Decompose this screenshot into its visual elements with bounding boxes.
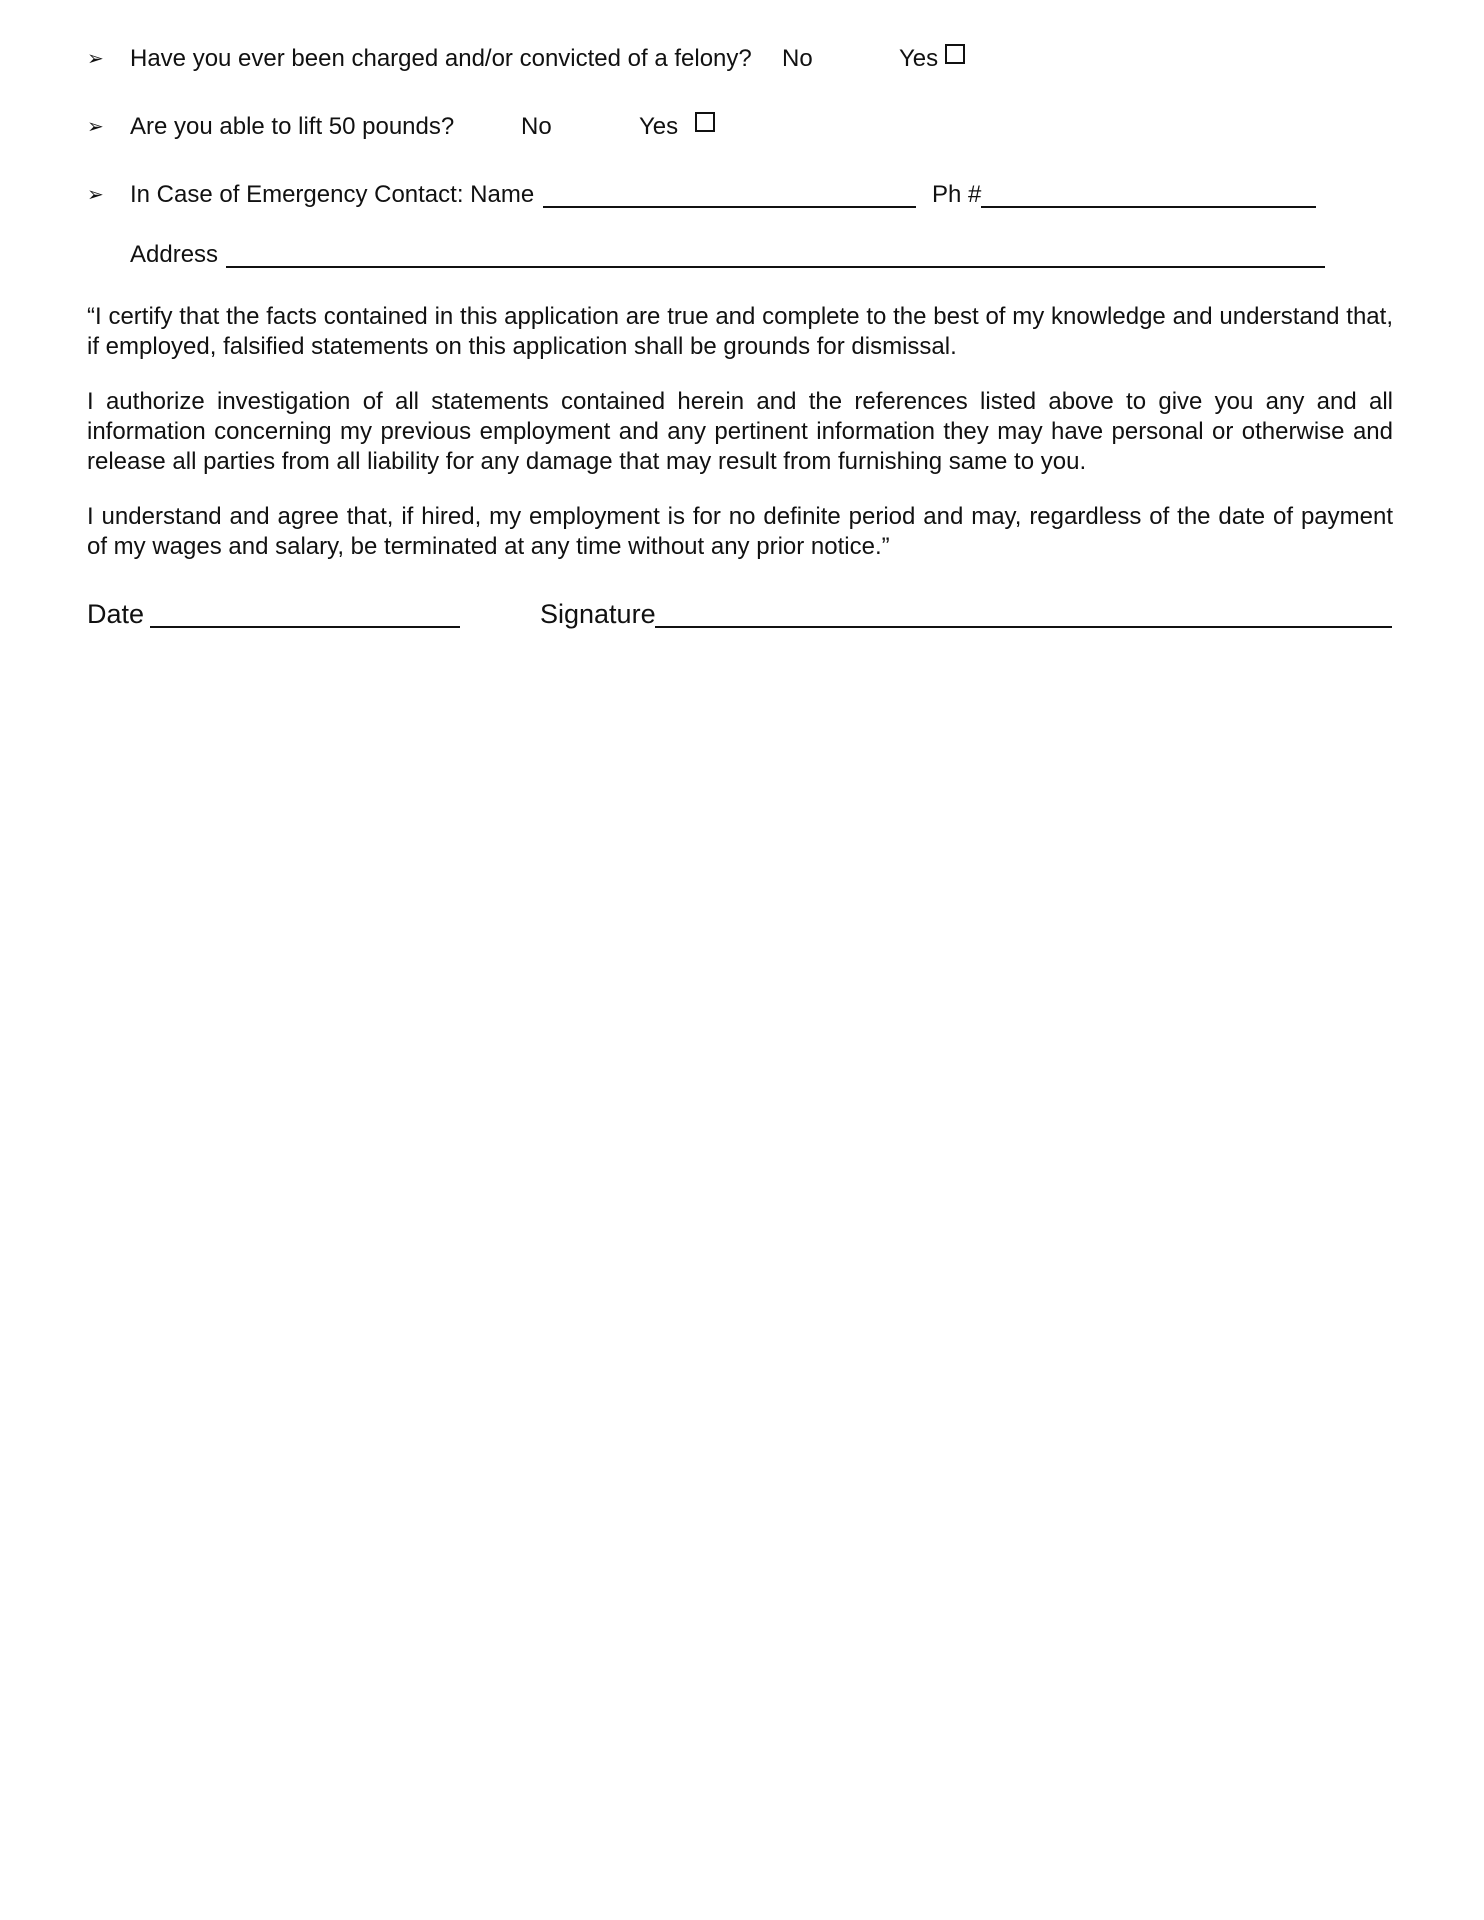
lift-yes-label: Yes: [639, 113, 679, 140]
felony-question-text: Have you ever been charged and/or convicted of a felony?: [130, 45, 752, 72]
lift-yes-checkbox[interactable]: [695, 112, 715, 132]
employment-terms-paragraph: I understand and agree that, if hired, my employment is for no definite period and may, regardless of the date of payment of my wages and salary, be terminated at any time without any prior notice.”: [87, 503, 1393, 560]
felony-no-label: No: [782, 45, 813, 72]
arrow-bullet-icon: ➢: [87, 48, 104, 70]
signature-field[interactable]: [655, 626, 1392, 628]
emergency-name-label: In Case of Emergency Contact: Name: [130, 181, 535, 208]
emergency-name-field[interactable]: [543, 206, 916, 208]
certification-paragraph: “I certify that the facts contained in this application are true and complete to the best of my knowledge and understand that, if employed, falsified statements on this application shall be grounds for dismissal.: [87, 303, 1393, 360]
date-label: Date: [87, 599, 145, 629]
date-field[interactable]: [150, 626, 460, 628]
arrow-bullet-icon: ➢: [87, 184, 104, 206]
felony-yes-checkbox[interactable]: [945, 44, 965, 64]
lift-question-text: Are you able to lift 50 pounds?: [130, 113, 455, 140]
felony-yes-label: Yes: [899, 45, 939, 72]
emergency-address-label: Address: [130, 241, 219, 268]
lift-no-label: No: [521, 113, 552, 140]
emergency-phone-field[interactable]: [981, 206, 1316, 208]
authorization-paragraph: I authorize investigation of all statements contained herein and the references listed above to give you any and all information concerning my previous employment and any pertinent information they may have personal or otherwise and release all parties from all liability for any damage that may result from furnishing same to you.: [87, 388, 1393, 475]
signature-label: Signature: [540, 599, 656, 629]
arrow-bullet-icon: ➢: [87, 116, 104, 138]
emergency-phone-label: Ph #: [932, 181, 982, 208]
emergency-address-field[interactable]: [226, 266, 1325, 268]
